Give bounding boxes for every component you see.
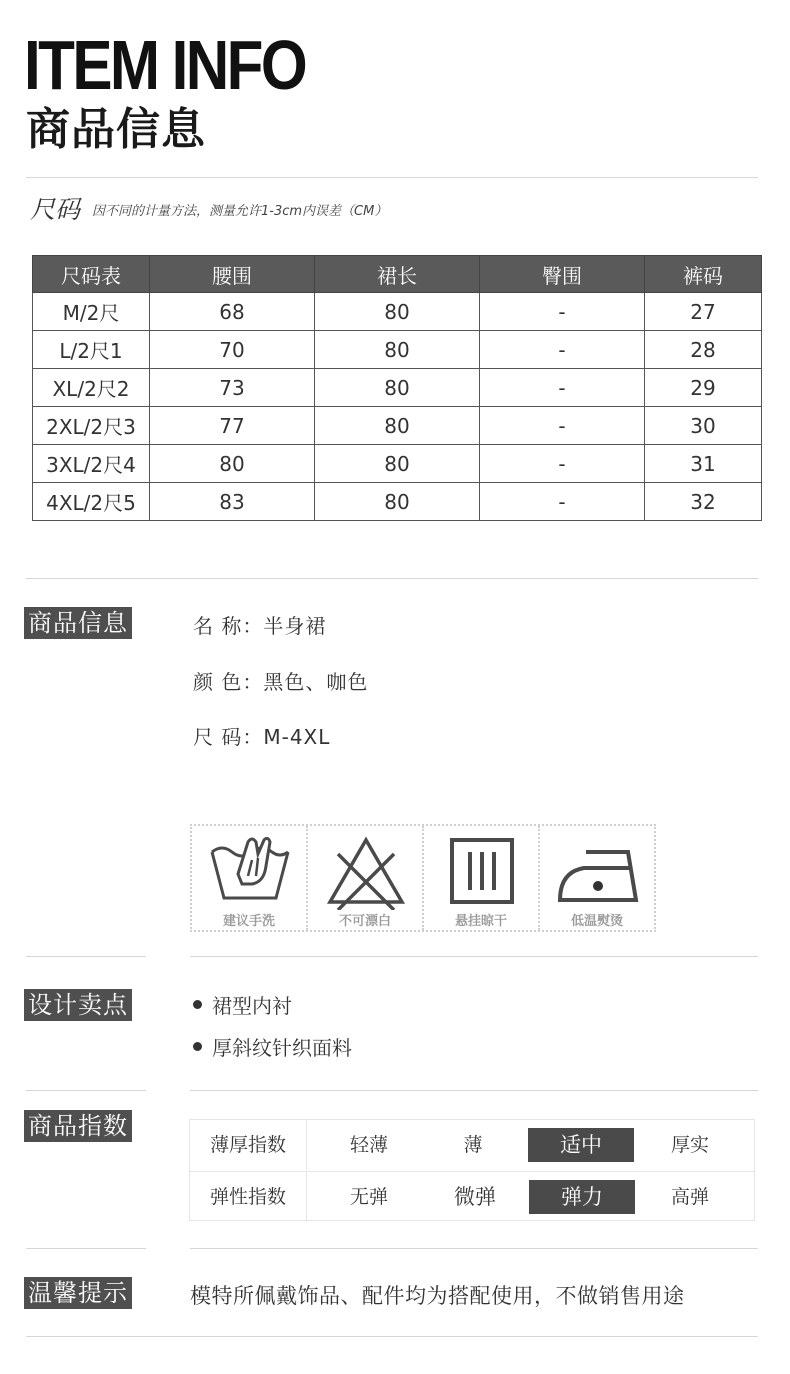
design-point-text: 裙型内衬 <box>212 994 292 1018</box>
divider <box>26 1248 146 1249</box>
divider <box>26 578 758 579</box>
index-option: 无弹 <box>349 1186 388 1208</box>
tips-text: 模特所佩戴饰品、配件均为搭配使用，不做销售用途 <box>190 1284 685 1308</box>
index-option-selected: 弹力 <box>529 1180 635 1214</box>
index-option-selected: 适中 <box>528 1128 634 1162</box>
table-cell: - <box>480 407 645 445</box>
table-cell: 31 <box>645 445 762 483</box>
header-title-en: ITEM INFO <box>24 26 306 104</box>
section-label-index: 商品指数 <box>24 1110 132 1142</box>
column-header: 尺码表 <box>33 256 150 293</box>
divider <box>190 1248 758 1249</box>
table-cell: 80 <box>315 331 480 369</box>
section-label-design: 设计卖点 <box>24 989 132 1021</box>
table-cell: 4XL/2尺5 <box>33 483 150 521</box>
table-cell: - <box>480 293 645 331</box>
table-row <box>33 293 762 331</box>
table-cell: 73 <box>150 369 315 407</box>
table-cell: 30 <box>645 407 762 445</box>
table-cell: 68 <box>150 293 315 331</box>
care-label: 悬挂晾干 <box>454 914 507 929</box>
design-point <box>193 1032 352 1061</box>
table-cell: 80 <box>315 483 480 521</box>
table-cell: - <box>480 369 645 407</box>
hand-wash-icon <box>208 834 292 910</box>
table-cell: 80 <box>315 293 480 331</box>
product-index-table <box>189 1119 755 1221</box>
index-row-elasticity <box>190 1171 754 1222</box>
divider <box>190 1090 758 1091</box>
table-cell: XL/2尺2 <box>33 369 150 407</box>
table-cell: - <box>480 445 645 483</box>
hang-dry-icon <box>440 834 524 910</box>
column-header: 裙长 <box>315 256 480 293</box>
care-label: 建议手洗 <box>222 914 275 929</box>
care-item <box>424 826 540 930</box>
divider <box>190 956 758 957</box>
bullet-icon <box>193 1000 202 1009</box>
column-header: 臀围 <box>480 256 645 293</box>
size-table <box>32 255 762 521</box>
care-label: 低温熨烫 <box>570 914 623 929</box>
size-table-header <box>33 256 762 293</box>
index-option: 高弹 <box>670 1186 709 1208</box>
index-option: 轻薄 <box>349 1134 388 1156</box>
design-point-text: 厚斜纹针织面料 <box>212 1036 352 1060</box>
section-label-product: 商品信息 <box>24 607 132 639</box>
table-cell: M/2尺 <box>33 293 150 331</box>
table-cell: 27 <box>645 293 762 331</box>
table-cell: 28 <box>645 331 762 369</box>
divider <box>26 1336 758 1337</box>
index-name: 弹性指数 <box>190 1172 307 1222</box>
table-cell: 32 <box>645 483 762 521</box>
table-cell: 83 <box>150 483 315 521</box>
care-item <box>308 826 424 930</box>
no-bleach-icon <box>324 834 408 910</box>
table-row <box>33 407 762 445</box>
product-color: 颜 色：黑色、咖色 <box>193 670 369 694</box>
index-row-thickness <box>190 1120 754 1170</box>
table-row <box>33 445 762 483</box>
table-cell: - <box>480 483 645 521</box>
index-option: 厚实 <box>670 1134 709 1156</box>
column-header: 裤码 <box>645 256 762 293</box>
care-label: 不可漂白 <box>338 914 391 929</box>
table-row <box>33 483 762 521</box>
index-option: 薄 <box>463 1134 483 1156</box>
table-cell: - <box>480 331 645 369</box>
size-note: 因不同的计量方法，测量允许1-3cm内误差（CM） <box>92 204 388 219</box>
table-cell: 2XL/2尺3 <box>33 407 150 445</box>
table-cell: 3XL/2尺4 <box>33 445 150 483</box>
table-cell: 70 <box>150 331 315 369</box>
care-instructions <box>190 824 656 932</box>
header-title-cn: 商品信息 <box>26 104 206 155</box>
table-row <box>33 331 762 369</box>
divider <box>26 956 146 957</box>
size-title: 尺码 <box>30 195 81 224</box>
table-cell: 80 <box>315 407 480 445</box>
table-cell: 29 <box>645 369 762 407</box>
table-row <box>33 369 762 407</box>
care-item <box>192 826 308 930</box>
column-header: 腰围 <box>150 256 315 293</box>
table-cell: L/2尺1 <box>33 331 150 369</box>
table-cell: 77 <box>150 407 315 445</box>
table-cell: 80 <box>315 369 480 407</box>
care-item <box>540 826 654 930</box>
bullet-icon <box>193 1042 202 1051</box>
divider <box>26 177 758 178</box>
index-option: 微弹 <box>454 1185 496 1209</box>
low-iron-icon <box>556 834 640 910</box>
table-cell: 80 <box>315 445 480 483</box>
index-name: 薄厚指数 <box>190 1120 307 1170</box>
divider <box>26 1090 146 1091</box>
section-label-tips: 温馨提示 <box>24 1277 132 1309</box>
design-point <box>193 990 292 1019</box>
table-cell: 80 <box>150 445 315 483</box>
product-sizes: 尺 码：M-4XL <box>193 725 331 749</box>
product-name: 名 称：半身裙 <box>193 614 327 638</box>
